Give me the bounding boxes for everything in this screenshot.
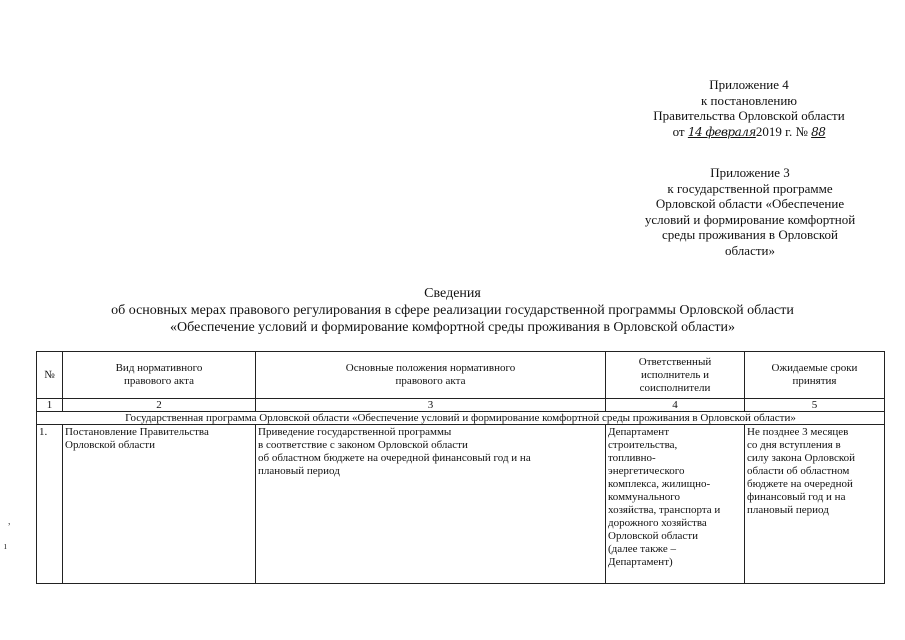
header-deadline: Ожидаемые сроки принятия <box>745 352 885 399</box>
row-provisions: Приведение государственной программы в соответствие с законом Орловской области об областном бюджете на очередной финансовый год и на плановый период <box>256 425 606 584</box>
table-header-row <box>37 352 885 399</box>
handwritten-number: 88 <box>811 124 826 139</box>
measures-table <box>36 351 885 584</box>
column-number: 4 <box>606 399 745 412</box>
appendix-3-line: среды проживания в Орловской <box>662 227 838 242</box>
column-number: 2 <box>63 399 256 412</box>
table-row <box>37 425 885 584</box>
column-number: 3 <box>256 399 606 412</box>
appendix-4-title: Приложение 4 <box>709 77 789 92</box>
document-title <box>0 285 905 336</box>
row-executor: Департамент строительства, топливно- энергетического комплекса, жилищно- коммунального хозяйства, транспорта и дорожного хозяйства Орловской области (далее также – Департамент) <box>606 425 745 584</box>
appendix-3-line: Орловской области «Обеспечение <box>655 196 845 211</box>
appendix-4-date-line <box>620 124 878 141</box>
date-year: 2019 г. № <box>755 123 808 139</box>
appendix-3-header <box>615 165 885 258</box>
appendix-3-line: Приложение 3 <box>710 165 790 180</box>
appendix-3-line: области» <box>725 242 775 258</box>
header-act-type: Вид нормативного правового акта <box>63 352 256 399</box>
header-provisions: Основные положения нормативного правового акта <box>256 352 606 399</box>
appendix-3-line: к государственной программе <box>667 180 833 196</box>
title-program-name: «Обеспечение условий и формирование комфортной среды проживания в Орловской области» <box>170 320 735 335</box>
date-prefix: от <box>672 123 685 139</box>
appendix-4-header <box>620 77 878 140</box>
row-number: 1. <box>37 425 63 584</box>
title-heading: Сведения <box>424 286 481 301</box>
appendix-4-line: Правительства Орловской области <box>653 108 845 123</box>
row-act-type: Постановление Правительства Орловской области <box>63 425 256 584</box>
program-name-cell: Государственная программа Орловской области «Обеспечение условий и формирование комфортной среды проживания в Орловской области» <box>37 412 885 425</box>
row-deadline: Не позднее 3 месяцев со дня вступления в силу закона Орловской области об областном бюджете на очередной финансовый год и на плановый период <box>745 425 885 584</box>
margin-mark: ı <box>4 541 7 552</box>
header-number: № <box>37 352 63 399</box>
appendix-3-line: условий и формирование комфортной <box>644 211 856 227</box>
column-numbers-row <box>37 399 885 412</box>
handwritten-date: 14 февраля <box>687 124 756 139</box>
title-subheading: об основных мерах правового регулирования в сфере реализации государственной программы Орловской области <box>111 303 794 318</box>
header-executor: Ответственный исполнитель и соисполнители <box>606 352 745 399</box>
column-number: 5 <box>745 399 885 412</box>
column-number: 1 <box>37 399 63 412</box>
margin-mark: , <box>8 516 11 527</box>
appendix-4-line: к постановлению <box>700 92 798 108</box>
program-row <box>37 412 885 425</box>
